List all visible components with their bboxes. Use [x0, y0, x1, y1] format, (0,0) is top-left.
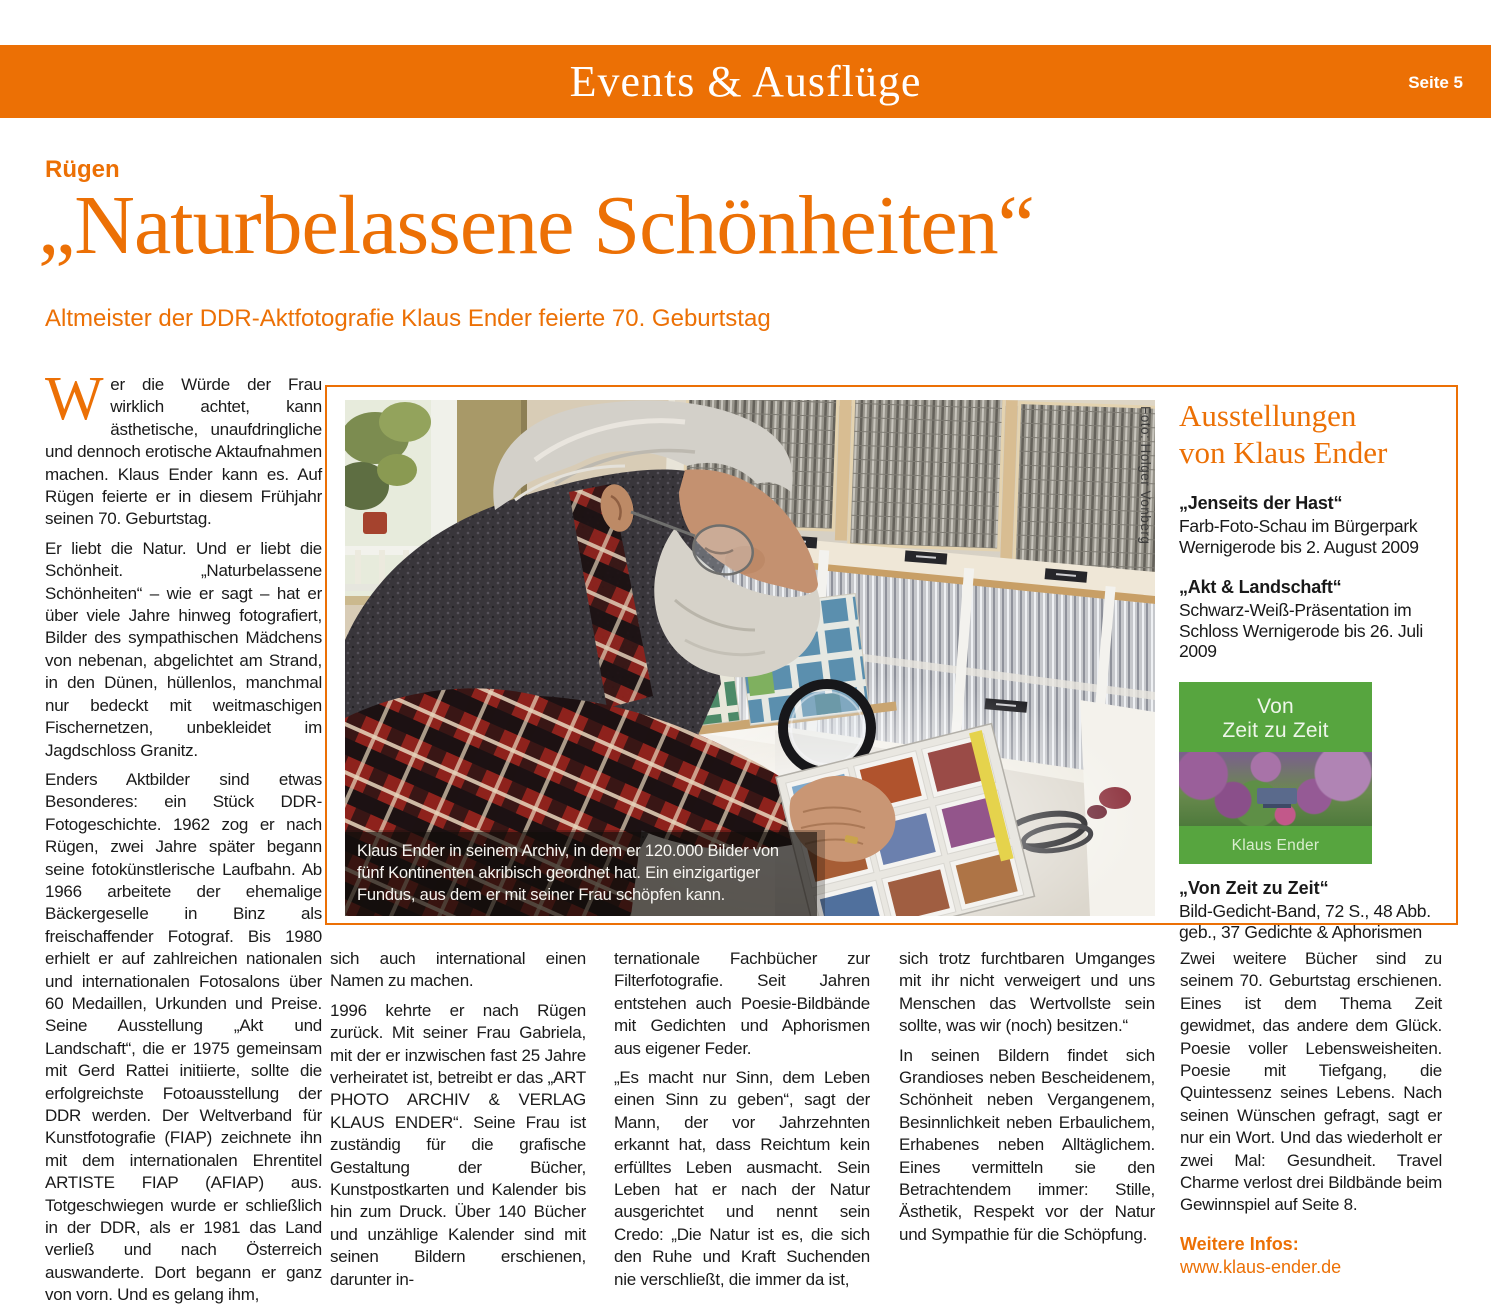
book-cover-photo [1179, 752, 1372, 826]
paragraph: ternationale Fachbücher zur Filterfotografie. Seit Jahren entstehen auch Poesie-Bildbände mit Gedichten und Aphorismen aus eigener Feder. [614, 949, 870, 1058]
sidebar-title-line1: Ausstellungen [1179, 398, 1357, 433]
book-cover-title [1179, 682, 1372, 743]
paragraph: Zwei weitere Bücher sind zu seinem 70. Geburtstag erschienen. Eines ist dem Thema Zeit gewidmet, das andere dem Glück. Poesie voller Lebensweisheiten. Poesie mit Tiefgang, die Quintessenz seines Lebens. Nach seinen Wünschen gefragt, sagt er nur ein Wort. Und das wiederholt er zwei Mal: Gesundheit. Travel Charme verlost drei Bildbände beim Gewinnspiel auf Seite 8. [1180, 949, 1442, 1215]
bottom-column-4 [1180, 948, 1442, 1279]
exhibition-item [1179, 493, 1435, 557]
book-cover-title-line2: Zeit zu Zeit [1222, 718, 1329, 742]
bottom-column-1 [330, 948, 586, 1298]
exhibition-details: Farb-Foto-Schau im Bürgerpark Wernigerode bis 2. August 2009 [1179, 516, 1419, 557]
more-info-label: Weitere Infos: [1180, 1233, 1299, 1254]
section-title: Events & Ausflüge [569, 57, 922, 106]
sidebar-title-line2: von Klaus Ender [1179, 435, 1388, 470]
paragraph: sich auch international einen Namen zu machen. [330, 949, 586, 991]
archive-photo [345, 400, 1155, 916]
paragraph: Enders Aktbilder sind etwas Besonderes: ein Stück DDR-Fotogeschichte. 1962 zog er nach Rügen, zwei Jahre später begann seine fotokünstlerische Laufbahn. Ab 1966 arbeitete der ehemalige Bäckergeselle in Binz als freischaffender Fotograf. Bis 1980 erhielt er auf zahlreichen nationalen und internationalen Fotosalons über 60 Medaillen, Urkunden und Preise. Seine Ausstellung „Akt und Landschaft“, die er 1975 gemeinsam mit Gerd Rattei initiierte, sollte die erfolgreichste Fotoausstellung der DDR werden. Der Weltverband für Kunstfotografie (FIAP) zeichnete ihn mit dem internationalen Ehrentitel ARTISTE FIAP (AFIAP) aus. Totgeschwiegen wurde er schließlich in der DDR, als er 1981 das Land verließ und nach Österreich auswanderte. Dort begann er ganz von vorn. Und es gelang ihm, [45, 769, 322, 1305]
book-cover-author: Klaus Ender [1231, 836, 1320, 854]
book-cover [1179, 682, 1372, 864]
headline: „Naturbelassene Schönheiten“ [38, 179, 1034, 272]
exhibition-title: „Akt & Landschaft“ [1179, 577, 1342, 597]
more-info [1180, 1233, 1442, 1279]
bottom-column-2 [614, 948, 870, 1298]
paragraph: Er liebt die Natur. Und er liebt die Schönheit. „Naturbelassene Schönheiten“ – wie er sagt – hat er über viele Jahre hinweg fotografiert, Bilder des sympathischen Mädchens von nebenan, abgelichtet am Strand, in den Dünen, hüllenlos, manchmal nur bedeckt mit weitmaschigen Fischernetzen, unbekleidet im Jagdschloss Granitz. [45, 538, 322, 760]
garden-bench [1257, 788, 1297, 804]
exhibition-item [1179, 577, 1435, 662]
masthead-bar [0, 45, 1491, 118]
sidebar-title [1179, 397, 1447, 471]
paragraph: „Es macht nur Sinn, dem Leben einen Sinn zu geben“, sagt der Mann, der vor Jahrzehnten erkannt hat, dass Reichtum kein erfülltes Leben ausmacht. Sein Leben hat er nach der Natur ausgerichtet und nennt sein Credo: „Die Natur ist es, die sich den Ruhe und Kraft Suchenden nie verschließt, die immer da ist, [614, 1068, 870, 1289]
book-cover-title-line1: Von [1257, 694, 1294, 718]
paragraph: 1996 kehrte er nach Rügen zurück. Mit seiner Frau Gabriela, mit der er inzwischen fast 25 Jahre verheiratet ist, betreibt er das „ART PHOTO ARCHIV & VERLAG KLAUS ENDER“. Seine Frau ist zuständig für die grafische Gestaltung der Bücher, Kunstpostkarten und Kalender bis hin zum Druck. Über 140 Bücher und unzählige Kalender sind mit seinen Bildern erschienen, darunter in- [330, 1000, 586, 1289]
paragraph: In seinen Bildern findet sich Grandioses neben Bescheidenem, Schönheit neben Vergangenem, Besinnlichkeit neben Erbaulichem, Erhabenes neben Alltäglichem. Eines vermitteln sie den Betrachtendem immer: Stille, Ästhetik, Respekt vor der Natur und Sympathie für die Schöpfung. [899, 1045, 1155, 1244]
subheadline: Altmeister der DDR-Aktfotografie Klaus Ender feierte 70. Geburtstag [45, 305, 771, 332]
photo-credit: Foto: Holger Vonberg [1138, 406, 1153, 545]
book-title: „Von Zeit zu Zeit“ [1179, 877, 1329, 898]
photo-caption: Klaus Ender in seinem Archiv, in dem er 120.000 Bilder von fünf Kontinenten akribisch geordnet hat. Ein einzigartiger Fundus, aus dem er mit seiner Frau schöpfen kann. [345, 832, 817, 916]
exhibition-title: „Jenseits der Hast“ [1179, 493, 1343, 513]
bottom-column-3 [899, 948, 1155, 1253]
exhibition-details: Schwarz-Weiß-Präsentation im Schloss Wernigerode bis 26. Juli 2009 [1179, 600, 1423, 661]
paragraph: sich trotz furchtbaren Umganges mit ihr nicht verweigert und uns Menschen das Wertvollste sein sollte, was wir (noch) besitzen.“ [899, 949, 1155, 1036]
book-info [1179, 878, 1441, 943]
book-details: Bild-Gedicht-Band, 72 S., 48 Abb. geb., 37 Gedichte & Aphorismen [1179, 900, 1431, 942]
dropcap: W [45, 365, 104, 433]
website-link[interactable]: www.klaus-ender.de [1180, 1256, 1342, 1277]
feature-box [325, 385, 1458, 942]
exhibitions-sidebar [1179, 397, 1447, 943]
paragraph-text: er die Würde der Frau wirklich achtet, kann ästhetische, unaufdringliche und dennoch erotische Aktaufnahmen machen. Klaus Ender kann es. Auf Rügen feierte er in diesem Frühjahr seinen 70. Geburtstag. [45, 375, 322, 529]
page-number: Seite 5 [1408, 73, 1463, 92]
kicker: Rügen [45, 156, 120, 183]
paragraph-lead [45, 365, 322, 531]
article-left-column [45, 365, 322, 1314]
